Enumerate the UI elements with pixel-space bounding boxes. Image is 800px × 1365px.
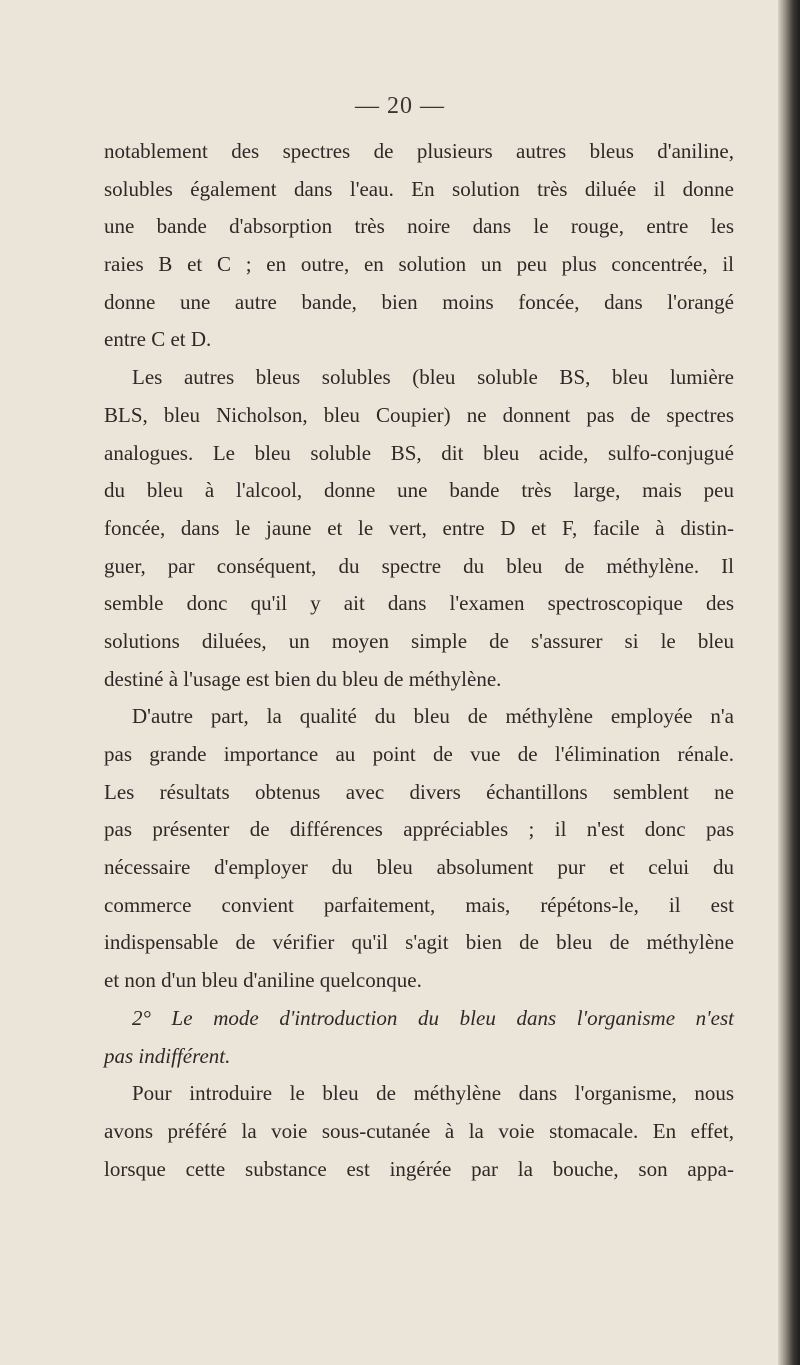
text-line: indispensable de vérifier qu'il s'agit bien de bleu de méthylène [104, 930, 734, 955]
text-line: entre C et D. [104, 327, 212, 352]
page-edge-shadow [778, 0, 800, 1365]
text-line: guer, par conséquent, du spectre du bleu de méthylène. Il [104, 553, 734, 578]
text-line: et non d'un bleu d'aniline quelconque. [104, 968, 422, 993]
text-line: donne une autre bande, bien moins foncée, dans l'orangé [104, 289, 734, 314]
section-heading-line: 2° Le mode d'introduction du bleu dans l'organisme n'est [132, 1005, 734, 1030]
text-line: lorsque cette substance est ingérée par la bouche, son appa- [104, 1156, 734, 1181]
text-line: pas présenter de différences appréciables ; il n'est donc pas [104, 817, 734, 842]
text-line: commerce convient parfaitement, mais, répétons-le, il est [104, 892, 734, 917]
text-line: analogues. Le bleu soluble BS, dit bleu acide, sulfo-conjugué [104, 440, 734, 465]
text-line: Les autres bleus solubles (bleu soluble BS, bleu lumière [132, 365, 734, 390]
text-line: D'autre part, la qualité du bleu de méthylène employée n'a [132, 704, 734, 729]
text-line: BLS, bleu Nicholson, bleu Coupier) ne donnent pas de spectres [104, 402, 734, 427]
text-line: une bande d'absorption très noire dans le rouge, entre les [104, 214, 734, 239]
section-heading-line: pas indifférent. [104, 1043, 231, 1068]
text-line: solubles également dans l'eau. En solution très diluée il donne [104, 176, 734, 201]
text-line: Pour introduire le bleu de méthylène dans l'organisme, nous [132, 1081, 734, 1106]
text-line: solutions diluées, un moyen simple de s'assurer si le bleu [104, 628, 734, 653]
text-line: foncée, dans le jaune et le vert, entre D et F, facile à distin- [104, 515, 734, 540]
page-number: — 20 — [355, 93, 445, 119]
body-text [104, 133, 734, 1188]
text-line: raies B et C ; en outre, en solution un peu plus concentrée, il [104, 252, 734, 277]
text-line: du bleu à l'alcool, donne une bande très large, mais peu [104, 478, 734, 503]
text-line: destiné à l'usage est bien du bleu de méthylène. [104, 666, 502, 691]
text-line: Les résultats obtenus avec divers échantillons semblent ne [104, 779, 734, 804]
text-line: nécessaire d'employer du bleu absolument pur et celui du [104, 855, 734, 880]
text-line: semble donc qu'il y ait dans l'examen spectroscopique des [104, 591, 734, 616]
text-line: avons préféré la voie sous-cutanée à la voie stomacale. En effet, [104, 1118, 734, 1143]
text-line: notablement des spectres de plusieurs autres bleus d'aniline, [104, 139, 734, 163]
text-line: pas grande importance au point de vue de l'élimination rénale. [104, 742, 734, 766]
